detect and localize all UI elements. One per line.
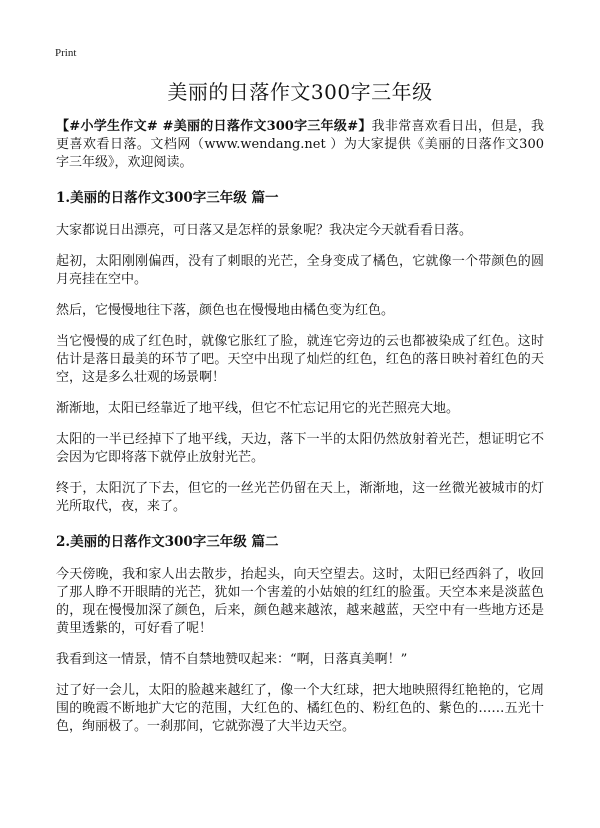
intro-text: 我非常喜欢看日出，但是，我更喜欢看日落。文档网（www.wendang.net ）为大家提供《美丽的日落作文300字三年级》，欢迎阅读。	[56, 119, 544, 170]
section-1	[56, 189, 544, 516]
paragraph: 大家都说日出漂亮，可日落又是怎样的景象呢？我决定今天就看看日落。	[56, 223, 473, 238]
print-link[interactable]: Print	[55, 47, 77, 59]
paragraph: 当它慢慢的成了红色时，就像它胀红了脸，就连它旁边的云也都被染成了红色。这时估计是落日最美的环节了吧。天空中出现了灿烂的红色，红色的落日映衬着红色的天空，这是多么壮观的场景啊！	[56, 334, 544, 385]
paragraph: 渐渐地，太阳已经靠近了地平线，但它不忙忘记用它的光芒照亮大地。	[56, 401, 460, 416]
section-heading: 2.美丽的日落作文300字三年级 篇二	[56, 534, 279, 550]
paragraph: 然后，它慢慢地往下落，颜色也在慢慢地由橘色变为红色。	[56, 303, 395, 318]
section-2	[56, 533, 544, 736]
section-heading: 1.美丽的日落作文300字三年级 篇一	[56, 190, 279, 206]
intro-paragraph	[56, 118, 544, 172]
paragraph: 太阳的一半已经掉下了地平线，天边，落下一半的太阳仍然放射着光芒，想证明它不会因为它即将落下就停止放射光芒。	[56, 432, 544, 465]
paragraph: 起初，太阳刚刚偏西，没有了刺眼的光芒，全身变成了橘色，它就像一个带颜色的圆月亮挂在空中。	[56, 254, 544, 287]
article-body	[56, 118, 544, 749]
paragraph: 终于，太阳沉了下去，但它的一丝光芒仍留在天上，渐渐地，这一丝微光被城市的灯光所取代，夜，来了。	[56, 481, 544, 514]
intro-tags: 【#小学生作文# #美丽的日落作文300字三年级#】	[56, 119, 372, 134]
page-title: 美丽的日落作文300字三年级	[167, 80, 433, 104]
paragraph: 过了好一会儿，太阳的脸越来越红了，像一个大红球，把大地映照得红艳艳的，它周围的晚霞不断地扩大它的范围，大红色的、橘红色的、粉红色的、紫色的……五光十色，绚丽极了。一刹那间，它就弥漫了大半边天空。	[56, 683, 544, 734]
paragraph: 我看到这一情景，情不自禁地赞叹起来：“啊，日落真美啊！”	[56, 652, 408, 667]
paragraph: 今天傍晚，我和家人出去散步，抬起头，向天空望去。这时，太阳已经西斜了，收回了那人睁不开眼睛的光芒，犹如一个害羞的小姑娘的红红的脸蛋。天空本来是淡蓝色的，现在慢慢加深了颜色，后来，颜色越来越浓，越来越蓝，天空中有一些地方还是黄里透紫的，可好看了呢！	[56, 567, 544, 636]
